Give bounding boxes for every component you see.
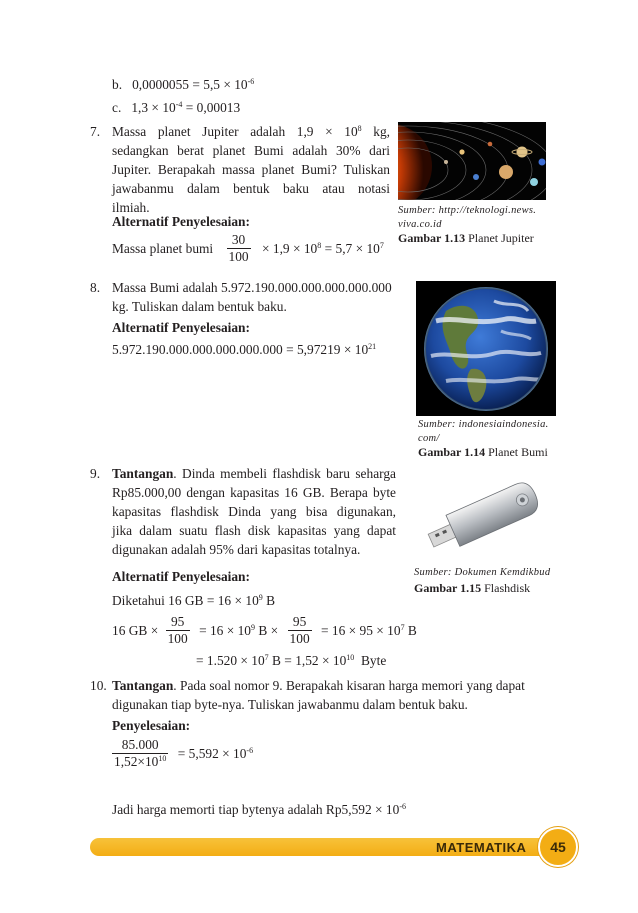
q9-result: = $1.520 \times 10^7$ $B = 1,52 \times 10^{10}$ Byte bbox=[196, 653, 387, 668]
q10-text: Tantangan. Pada soal nomor 9. Berapakah kisaran harga memori yang dapat digunakan tiap byte-nya. Tuliskan jawabanmu dalam bentuk baku. bbox=[112, 678, 525, 712]
q9-fraction-2: $\frac{95}{100}$ bbox=[289, 614, 310, 646]
page-number: 45 bbox=[538, 827, 578, 867]
q10-fraction: $\frac{85.000}{1,52\times 10^{10}}$ bbox=[114, 737, 167, 769]
q8-number: 8. bbox=[90, 280, 101, 295]
item-c: c. $1,3 \times 10^{-4} = 0,00013$ bbox=[112, 100, 241, 115]
earth-caption: Gambar 1.14 Planet Bumi bbox=[418, 445, 548, 459]
flashdisk-image bbox=[414, 474, 554, 560]
jupiter-caption: Gambar 1.13 Planet Jupiter bbox=[398, 231, 534, 245]
q9-fraction-1: $\frac{95}{100}$ bbox=[167, 614, 188, 646]
q8-solution: $5.972.190.000.000.000.000.000 = 5,97219 \times 10^{21}$ bbox=[112, 342, 377, 357]
q7-text: Massa planet Jupiter adalah $1,9 \times 10^8$ kg, sedangkan berat planet Bumi adalah 30% dari Jupiter. Berapakah massa planet Bumi? Tuliskan jawabanmu dalam bentuk baku atau notasi ilmiah. bbox=[112, 124, 390, 215]
q10-heading: Penyelesaian: bbox=[112, 718, 191, 733]
flashdisk-caption: Gambar 1.15 Flashdisk bbox=[414, 581, 531, 595]
q7-fraction: $\frac{30}{100}$ bbox=[228, 232, 249, 264]
solar-system-illustration bbox=[398, 122, 546, 200]
q8-heading: Alternatif Penyelesaian: bbox=[112, 320, 250, 335]
q9-text: Tantangan. Dinda membeli flashdisk baru seharga Rp85.000,00 dengan kapasitas 16 GB. Berapa byte kapasitas flashdisk Dinda yang bisa digunakan, jika dalam suatu flash disk kapasitas yang dapat digunakan adalah 95% dari kapasitas totalnya. bbox=[112, 466, 396, 557]
footer-subject: MATEMATIKA bbox=[436, 840, 527, 855]
q10-conclusion: Jadi harga memorti tiap bytenya adalah $Rp5,592 \times 10^{-6}$ bbox=[112, 802, 406, 817]
q9-equation: 16 GB × $\frac{95}{100}$ = $16 \times 10^9$ B × $\frac{95}{100}$ = $16 \times 95 \times 10^7$ B bbox=[112, 614, 417, 646]
q7-heading: Alternatif Penyelesaian: bbox=[112, 214, 250, 229]
flashdisk-source: Sumber: Dokumen Kemdikbud bbox=[414, 567, 551, 578]
q9-number: 9. bbox=[90, 466, 101, 481]
q10-number: 10. bbox=[90, 678, 107, 693]
solar-system-image bbox=[398, 122, 546, 200]
q8-text: Massa Bumi adalah 5.972.190.000.000.000.000.000 kg. Tuliskan dalam bentuk baku. bbox=[112, 280, 392, 314]
earth-illustration bbox=[416, 281, 556, 416]
earth-source: Sumber: indonesiaindonesia. com/ bbox=[418, 419, 549, 444]
item-b: b. $0,0000055 = 5,5 \times 10^{-6}$ bbox=[112, 77, 255, 92]
q10-solution: $\frac{85.000}{1,52\times 10^{10}}$ = $5,592 \times 10^{-6}$ bbox=[114, 737, 254, 769]
q9-heading: Alternatif Penyelesaian: bbox=[112, 569, 250, 584]
flashdisk-illustration bbox=[414, 474, 554, 560]
q9-known: Diketahui 16 GB = $16 \times 10^9$ B bbox=[112, 593, 276, 608]
earth-image bbox=[416, 281, 556, 416]
jupiter-source: Sumber: http://teknologi.news. viva.co.id bbox=[398, 205, 537, 230]
q7-number: 7. bbox=[90, 124, 101, 139]
q7-solution: Massa planet bumi $\frac{30}{100}$ × $1,9 \times 10^8 = 5,7 \times 10^7$ bbox=[112, 232, 384, 264]
